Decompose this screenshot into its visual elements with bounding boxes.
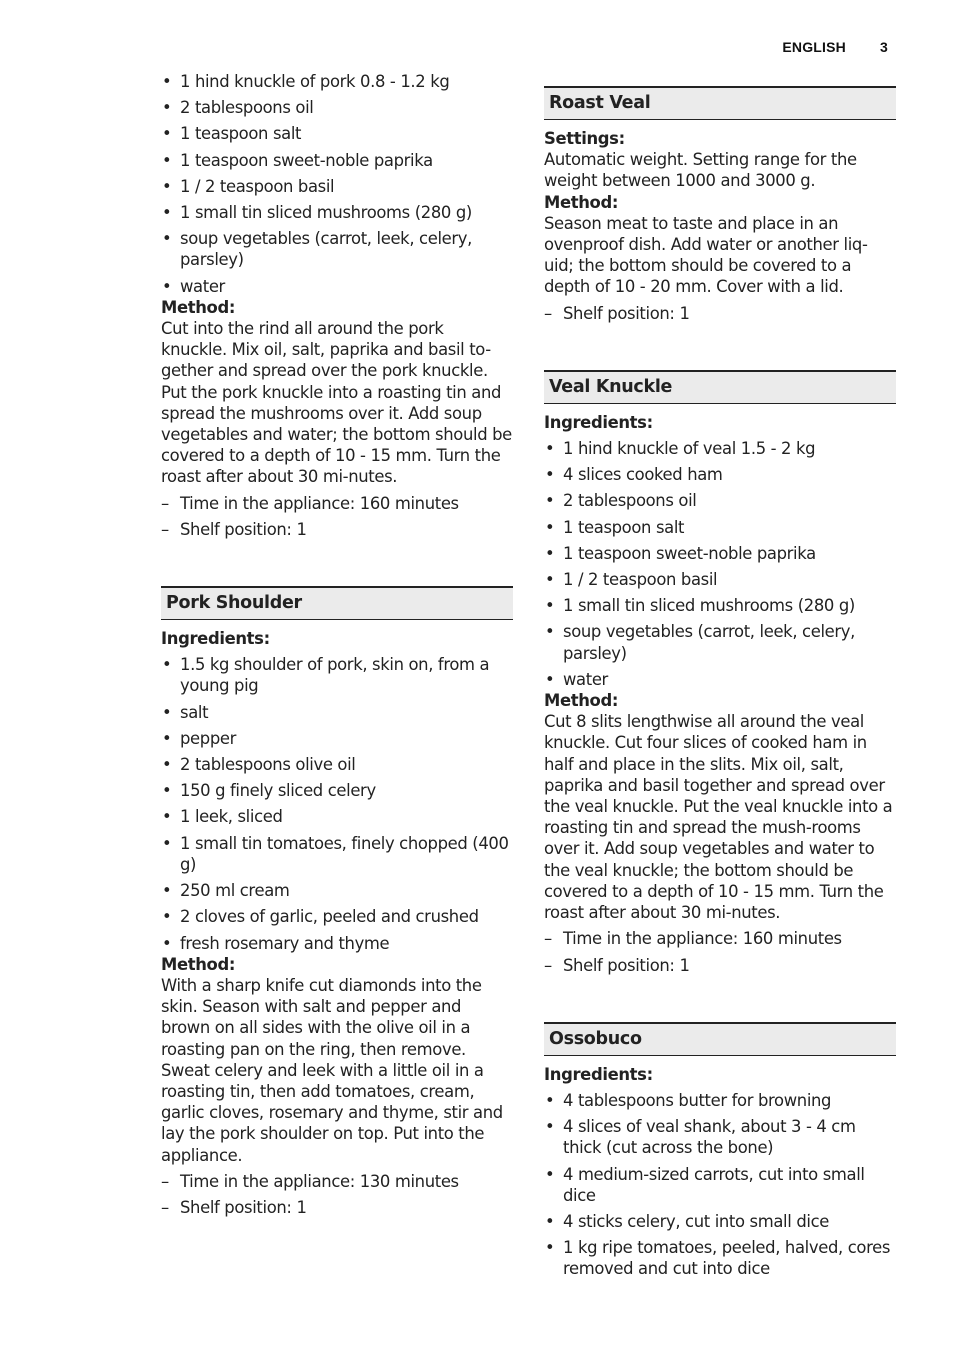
list-item: – Time in the appliance: 130 minutes: [161, 1171, 513, 1192]
ingredients-label: Ingredients:: [161, 629, 270, 649]
list-item: • 1 small tin sliced mushrooms (280 g): [544, 595, 896, 616]
list-item: – Shelf position: 1: [544, 303, 896, 324]
method-text: With a sharp knife cut diamonds into the skin. Season with salt and pepper and brown on all sides with the olive oil in a roasting pan on the ring, then remove. Sweat celery and leek with a little oil in a roasting tin, then add tomatoes, cream, garlic cloves, rosemary and thyme, stir and lay the pork shoulder on top. Put into the appliance.: [161, 975, 503, 1165]
list-item: • pepper: [161, 728, 513, 749]
notes-list: [161, 493, 513, 540]
list-item: • 1 teaspoon salt: [161, 123, 513, 144]
list-item: • 250 ml cream: [161, 880, 513, 901]
list-item: • 1 leek, sliced: [161, 806, 513, 827]
list-item: • 1.5 kg shoulder of pork, skin on, from a young pig: [161, 654, 513, 696]
section-title-ossobuco: Ossobuco: [544, 1022, 896, 1056]
list-item: • 1 small tin sliced mushrooms (280 g): [161, 202, 513, 223]
list-item: • 150 g finely sliced celery: [161, 780, 513, 801]
section-title-pork-shoulder: Pork Shoulder: [161, 586, 513, 620]
list-item: • 2 tablespoons olive oil: [161, 754, 513, 775]
list-item: – Shelf position: 1: [161, 519, 513, 540]
list-item: – Shelf position: 1: [161, 1197, 513, 1218]
section-title-veal-knuckle: Veal Knuckle: [544, 370, 896, 404]
right-column: [544, 86, 896, 1280]
list-item: – Shelf position: 1: [544, 955, 896, 976]
veal-knuckle-ingredient-list: [544, 438, 896, 690]
left-column: [161, 68, 513, 1218]
list-item: • water: [544, 669, 896, 690]
list-item: • water: [161, 276, 513, 297]
list-item: • 1 hind knuckle of pork 0.8 - 1.2 kg: [161, 71, 513, 92]
method-text: Season meat to taste and place in an ovenproof dish. Add water or another liq-uid; the bottom should be covered to a depth of 10 - 20 mm. Cover with a lid.: [544, 213, 868, 297]
list-item: • 1 hind knuckle of veal 1.5 - 2 kg: [544, 438, 896, 459]
method-label: Method:: [544, 192, 619, 212]
list-item: • 1 / 2 teaspoon basil: [161, 176, 513, 197]
list-item: • 4 medium-sized carrots, cut into small dice: [544, 1164, 896, 1206]
method-text: Cut into the rind all around the pork knuckle. Mix oil, salt, paprika and basil to-gether and spread over the pork knuckle. Put the pork knuckle into a roasting tin and spread the mushrooms over it. Add soup vegetables and water; the bottom should be covered to a depth of 10 - 15 mm. Turn the roast after about 30 mi-nutes.: [161, 319, 512, 487]
page-header: [782, 39, 888, 55]
list-item: • 1 small tin tomatoes, finely chopped (400 g): [161, 833, 513, 875]
ingredients-label: Ingredients:: [544, 1064, 653, 1084]
list-item: • 4 slices cooked ham: [544, 464, 896, 485]
list-item: • soup vegetables (carrot, leek, celery, parsley): [161, 228, 513, 270]
list-item: • 2 tablespoons oil: [544, 490, 896, 511]
list-item: • soup vegetables (carrot, leek, celery, parsley): [544, 621, 896, 663]
settings-text: Automatic weight. Setting range for the weight between 1000 and 3000 g.: [544, 150, 857, 191]
list-item: • 4 slices of veal shank, about 3 - 4 cm thick (cut across the bone): [544, 1116, 896, 1158]
notes-list: [161, 1171, 513, 1218]
list-item: • 2 tablespoons oil: [161, 97, 513, 118]
notes-list: [544, 303, 896, 324]
list-item: • 4 tablespoons butter for browning: [544, 1090, 896, 1111]
ossobuco-ingredient-list: [544, 1090, 896, 1280]
page-number: 3: [880, 39, 888, 55]
method-label: Method:: [544, 691, 619, 711]
pork-knuckle-ingredient-list: [161, 71, 513, 297]
method-label: Method:: [161, 297, 236, 317]
header-language: ENGLISH: [782, 39, 846, 55]
list-item: • 1 teaspoon sweet-noble paprika: [161, 150, 513, 171]
method-text: Cut 8 slits lengthwise all around the veal knuckle. Cut four slices of cooked ham in half and place in the slits. Mix oil, salt, paprika and basil together and spread over the veal knuckle. Put the veal knuckle into a roasting tin and spread the mush-rooms over it. Add soup vegetables and water to the veal knuckle; the bottom should be covered to a depth of 10 - 15 mm. Turn the roast after about 30 mi-nutes.: [544, 712, 893, 923]
list-item: • 1 teaspoon salt: [544, 517, 896, 538]
settings-label: Settings:: [544, 129, 625, 148]
list-item: • 1 teaspoon sweet-noble paprika: [544, 543, 896, 564]
list-item: • fresh rosemary and thyme: [161, 933, 513, 954]
list-item: • salt: [161, 702, 513, 723]
list-item: • 1 / 2 teaspoon basil: [544, 569, 896, 590]
list-item: • 4 sticks celery, cut into small dice: [544, 1211, 896, 1232]
section-title-roast-veal: Roast Veal: [544, 86, 896, 120]
pork-shoulder-ingredient-list: [161, 654, 513, 953]
method-label: Method:: [161, 954, 236, 974]
notes-list: [544, 928, 896, 975]
ingredients-label: Ingredients:: [544, 412, 653, 432]
list-item: – Time in the appliance: 160 minutes: [161, 493, 513, 514]
list-item: • 2 cloves of garlic, peeled and crushed: [161, 906, 513, 927]
list-item: – Time in the appliance: 160 minutes: [544, 928, 896, 949]
list-item: • 1 kg ripe tomatoes, peeled, halved, cores removed and cut into dice: [544, 1237, 896, 1279]
